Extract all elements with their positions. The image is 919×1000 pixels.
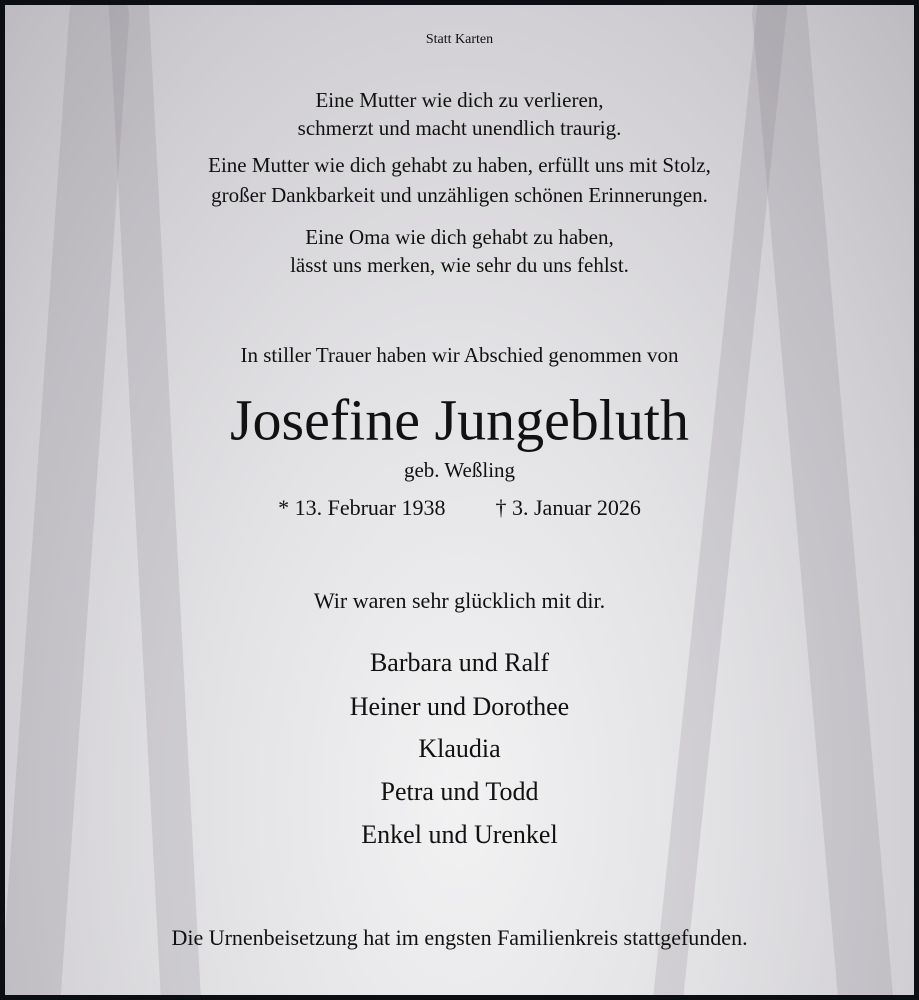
mourner: Heiner und Dorothee xyxy=(349,692,570,721)
mourner: Petra und Todd xyxy=(380,777,539,806)
death-date: † 3. Januar 2026 xyxy=(495,495,641,520)
poem-line: lässt uns merken, wie sehr du uns fehlst. xyxy=(290,253,629,277)
mourner: Enkel und Urenkel xyxy=(361,820,558,849)
maiden-name: geb. Weßling xyxy=(403,458,516,482)
poem-line: Eine Mutter wie dich zu verlieren, xyxy=(315,88,604,112)
dates xyxy=(5,495,914,521)
mourner: Klaudia xyxy=(418,734,501,763)
obituary-card xyxy=(5,5,914,995)
deceased-name: Josefine Jungebluth xyxy=(229,387,690,453)
birth-date: * 13. Februar 1938 xyxy=(278,495,446,520)
poem-line: schmerzt und macht unendlich traurig. xyxy=(297,116,622,140)
intro-text: In stiller Trauer haben wir Abschied genommen von xyxy=(240,343,679,367)
message: Wir waren sehr glücklich mit dir. xyxy=(313,588,606,613)
poem-line: großer Dankbarkeit und unzähligen schönen Erinnerungen. xyxy=(211,183,708,207)
footer-note: Die Urnenbeisetzung hat im engsten Familienkreis stattgefunden. xyxy=(171,925,748,950)
header: Statt Karten xyxy=(425,32,494,47)
poem-line: Eine Oma wie dich gehabt zu haben, xyxy=(305,225,614,249)
mourner: Barbara und Ralf xyxy=(369,648,550,677)
poem-line: Eine Mutter wie dich gehabt zu haben, erfüllt uns mit Stolz, xyxy=(208,153,711,177)
